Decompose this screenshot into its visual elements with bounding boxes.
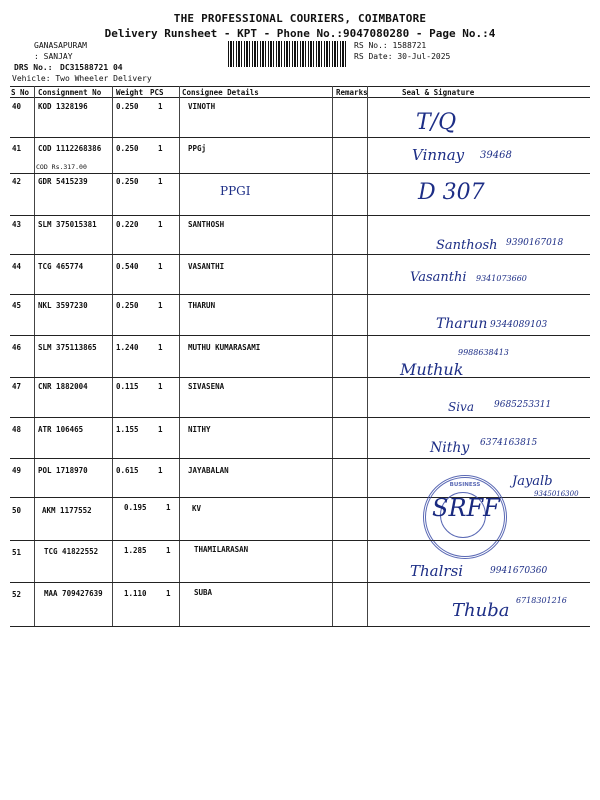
signature: Jayalb [512, 474, 553, 489]
col-consignment: Consignment No [38, 88, 102, 97]
row-sno: 51 [12, 548, 22, 557]
signature: D 307 [418, 180, 485, 205]
runsheet-subtitle: Delivery Runsheet - KPT - Phone No.:9047080280 - Page No.:4 [104, 27, 496, 40]
row-consignment: SLM 375113865 [38, 343, 97, 352]
row-sno: 45 [12, 301, 22, 310]
row-consignee: MUTHU KUMARASAMI [188, 343, 261, 352]
signature-phone: 9390167018 [506, 238, 564, 248]
row-pcs: 1 [158, 425, 163, 434]
signature-phone: 9341073660 [476, 274, 527, 283]
row-pcs: 1 [158, 220, 163, 229]
row-consignee: THAMILARASAN [194, 545, 249, 554]
signature: Vinnay [412, 146, 465, 164]
row-sno: 50 [12, 506, 22, 515]
signature-phone: 9941670360 [490, 566, 548, 576]
row-pcs: 1 [158, 382, 163, 391]
row-divider [10, 458, 590, 459]
row-consignee: VINOTH [188, 102, 216, 111]
row-pcs: 1 [158, 144, 163, 153]
signature: Thalrsi [410, 562, 464, 580]
col-weight: Weight [116, 88, 144, 97]
row-sno: 41 [12, 144, 22, 153]
row-consignee: KV [192, 504, 202, 513]
row-pcs: 1 [158, 343, 163, 352]
signature-phone: 9685253311 [494, 400, 552, 410]
row-weight: 1.110 [124, 589, 147, 598]
row-sno: 52 [12, 590, 22, 599]
row-consignee: VASANTHI [188, 262, 225, 271]
col-consignee: Consignee Details [182, 88, 259, 97]
row-consignment: AKM 1177552 [42, 506, 92, 515]
row-consignment: TCG 465774 [38, 262, 84, 271]
table-bottom-border [10, 626, 590, 627]
row-divider [10, 540, 590, 541]
row-consignment: GDR 5415239 [38, 177, 88, 186]
row-pcs: 1 [158, 262, 163, 271]
row-sno: 49 [12, 466, 22, 475]
signature: Siva [448, 400, 474, 414]
row-consignment: KOD 1328196 [38, 102, 88, 111]
row-sno: 42 [12, 177, 22, 186]
row-weight: 0.250 [116, 144, 139, 153]
col-sno: S No [11, 88, 30, 97]
row-consignee: SUBA [194, 588, 213, 597]
row-weight: 0.115 [116, 382, 139, 391]
row-weight: 0.250 [116, 177, 139, 186]
row-pcs: 1 [158, 301, 163, 310]
row-sno: 44 [12, 262, 22, 271]
signature-phone: 39468 [480, 150, 512, 161]
row-divider [10, 294, 590, 295]
signature: Muthuk [400, 360, 464, 379]
row-weight: 0.220 [116, 220, 139, 229]
row-consignee: SIVASENA [188, 382, 225, 391]
grid-vline [367, 86, 368, 627]
seal-text: BUSINESS [449, 482, 481, 488]
row-consignee: THARUN [188, 301, 216, 310]
row-divider [10, 137, 590, 138]
row-sno: 47 [12, 382, 22, 391]
header-divider [10, 97, 590, 98]
row-weight: 0.615 [116, 466, 139, 475]
row-sno: 48 [12, 425, 22, 434]
row-consignment: POL 1718970 [38, 466, 88, 475]
row-weight: 0.195 [124, 503, 147, 512]
cod-note: COD Rs.317.00 [36, 163, 87, 171]
row-pcs: 1 [166, 503, 171, 512]
row-pcs: 1 [158, 102, 163, 111]
row-consignee: JAYABALAN [188, 466, 229, 475]
row-pcs: 1 [158, 177, 163, 186]
grid-vline [34, 86, 35, 627]
grid-vline [179, 86, 180, 627]
row-consignee: NITHY [188, 425, 211, 434]
row-weight: 0.250 [116, 301, 139, 310]
row-divider [10, 582, 590, 583]
row-sno: 43 [12, 220, 22, 229]
row-consignment: ATR 106465 [38, 425, 84, 434]
row-sno: 40 [12, 102, 22, 111]
staff-name: : SANJAY [34, 52, 73, 61]
barcode [228, 41, 348, 67]
signature: Thuba [452, 600, 510, 621]
col-remarks: Remarks [336, 88, 368, 97]
row-divider [10, 215, 590, 216]
row-weight: 0.250 [116, 102, 139, 111]
signature-phone: 6374163815 [480, 438, 538, 448]
row-divider [10, 497, 590, 498]
row-divider [10, 254, 590, 255]
drs-number: DC31588721 04 [60, 63, 123, 72]
signature-phone: 9344089103 [490, 320, 548, 330]
row-consignment: TCG 41822552 [44, 547, 99, 556]
row-divider [10, 417, 590, 418]
signature: Santhosh [436, 238, 498, 253]
signature-phone: 6718301216 [516, 596, 567, 605]
row-consignment: CNR 1882004 [38, 382, 88, 391]
signature: Nithy [430, 440, 470, 456]
grid-vline [332, 86, 333, 627]
signature: SRFF [432, 494, 500, 522]
vehicle-type: Vehicle: Two Wheeler Delivery [12, 74, 152, 83]
row-divider [10, 377, 590, 378]
row-consignee: PPGj [188, 144, 207, 153]
grid-vline [112, 86, 113, 627]
row-pcs: 1 [158, 466, 163, 475]
row-divider [10, 335, 590, 336]
row-weight: 1.285 [124, 546, 147, 555]
drs-label: DRS No.: [14, 63, 53, 72]
col-pcs: PCS [150, 88, 164, 97]
signature: T/Q [416, 110, 457, 135]
signature-phone: 9345016300 [534, 490, 579, 498]
col-seal-signature: Seal & Signature [402, 88, 475, 97]
row-consignment: SLM 375015381 [38, 220, 97, 229]
row-pcs: 1 [166, 546, 171, 555]
table-top-border [10, 86, 590, 87]
row-consignment: NKL 3597230 [38, 301, 88, 310]
row-weight: 0.540 [116, 262, 139, 271]
row-divider [10, 173, 590, 174]
row-consignment: MAA 709427639 [44, 589, 103, 598]
page-title: THE PROFESSIONAL COURIERS, COIMBATORE [173, 12, 427, 25]
row-weight: 1.155 [116, 425, 139, 434]
row-consignee: SANTHOSH [188, 220, 225, 229]
row-weight: 1.240 [116, 343, 139, 352]
row-sno: 46 [12, 343, 22, 352]
signature-phone: 9988638413 [458, 348, 509, 357]
consignee-handwritten: PPGI [220, 184, 251, 198]
row-consignment: COD 1112268386 [38, 144, 102, 153]
signature: Tharun [436, 316, 488, 332]
signature: Vasanthi [410, 270, 467, 285]
area-name: GANASAPURAM [34, 41, 87, 50]
row-pcs: 1 [166, 589, 171, 598]
rs-date: RS Date: 30-Jul-2025 [354, 52, 451, 61]
rs-number: RS No.: 1588721 [354, 41, 427, 50]
